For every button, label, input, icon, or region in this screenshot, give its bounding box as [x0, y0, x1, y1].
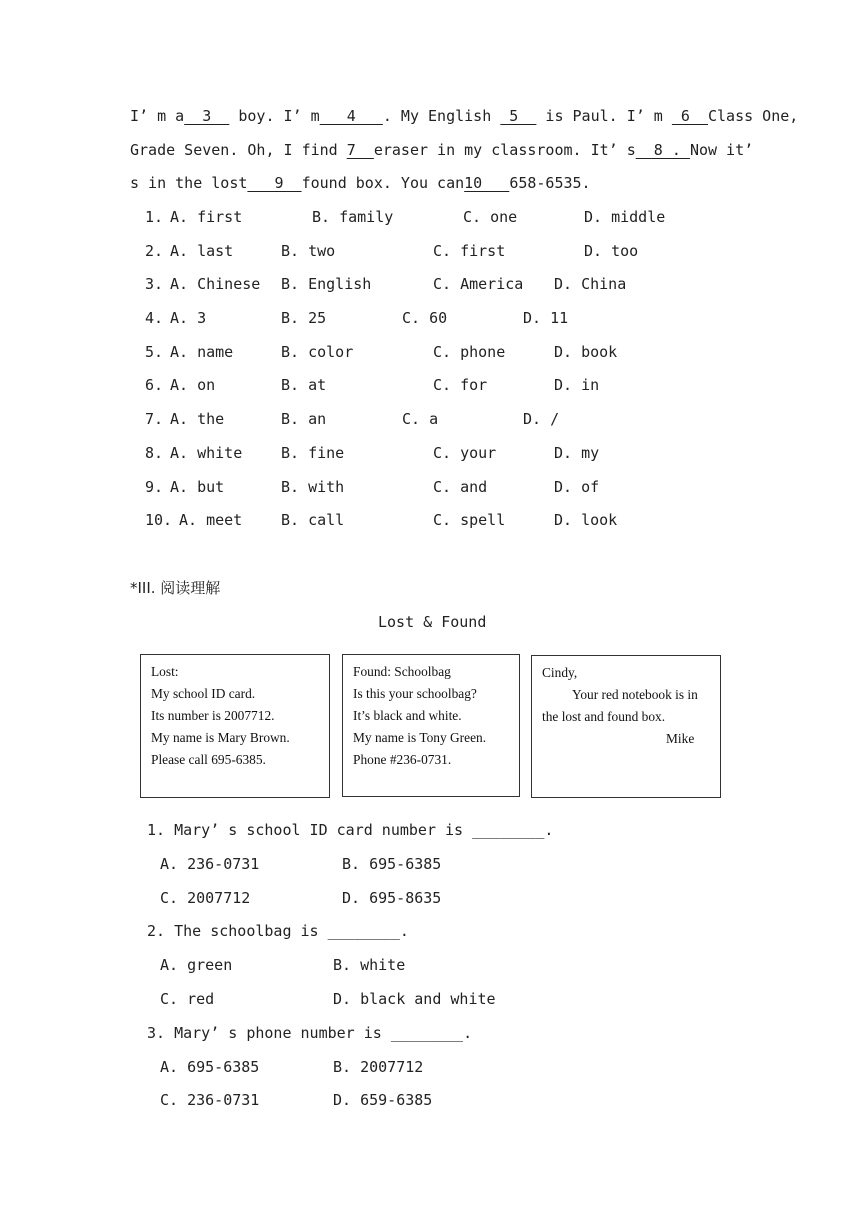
option-d: D. China: [554, 275, 627, 294]
passage-text: Now it’: [689, 140, 754, 159]
option-number: 7.: [145, 410, 164, 429]
blank-4: 4: [319, 107, 383, 125]
option-b: B. 25: [281, 309, 327, 328]
passage-line-3: [130, 169, 730, 203]
option-a: A. but: [170, 477, 225, 496]
cloze-passage: [130, 102, 799, 203]
passage-text: I’ m a: [130, 107, 185, 125]
lost-notice-card: [140, 654, 330, 798]
blank-7: 7: [346, 140, 374, 159]
question-options: [147, 1053, 747, 1087]
option-c: C. first: [433, 241, 506, 260]
option-b: B. 2007712: [333, 1057, 424, 1076]
option-b: B. fine: [281, 443, 345, 462]
card-signature: Mike: [666, 731, 695, 746]
option-d: D. too: [584, 241, 639, 260]
option-b: B. color: [281, 342, 354, 361]
card-line: Is this your schoolbag?: [353, 686, 477, 701]
option-a: A. Chinese: [170, 275, 261, 294]
option-b: B. two: [281, 241, 336, 260]
option-a: A. on: [170, 376, 216, 395]
option-b: B. white: [333, 956, 406, 975]
note-card: [531, 655, 721, 798]
question-options: [147, 1086, 747, 1120]
found-notice-card: [342, 654, 520, 797]
option-number: 5.: [145, 342, 164, 361]
option-row: [145, 371, 745, 405]
option-a: A. green: [160, 956, 233, 975]
option-row: [145, 203, 745, 237]
option-a: A. name: [170, 342, 234, 361]
option-a: A. the: [170, 410, 225, 429]
option-c: C. your: [433, 443, 497, 462]
option-d: D. book: [554, 342, 618, 361]
option-number: 4.: [145, 309, 164, 328]
option-d: D. 659-6385: [333, 1091, 433, 1110]
option-b: B. family: [312, 208, 394, 226]
option-b: B. call: [281, 511, 345, 530]
option-row: [145, 237, 745, 271]
option-number: 8.: [145, 443, 164, 462]
option-c: C. for: [433, 376, 488, 395]
passage-text: s in the lost: [130, 174, 248, 192]
option-number: 9.: [145, 477, 164, 496]
option-c: C. 236-0731: [160, 1091, 260, 1110]
card-line: Your red notebook is in: [572, 687, 698, 702]
question-options: [147, 884, 747, 918]
option-row: [145, 405, 745, 439]
question-options: [147, 985, 747, 1019]
passage-line-2: [130, 136, 754, 170]
passage-text: eraser in my classroom. It’ s: [373, 140, 636, 159]
blank-8: 8 .: [635, 140, 690, 159]
card-line: It’s black and white.: [353, 708, 462, 723]
card-line: My name is Tony Green.: [353, 730, 487, 745]
option-a: A. first: [170, 208, 243, 226]
option-row: [145, 304, 745, 338]
card-line: Phone #236-0731.: [353, 752, 452, 767]
option-c: C. a: [402, 410, 439, 429]
passage-text: is Paul. I’ m: [536, 107, 672, 125]
option-b: B. with: [281, 477, 345, 496]
option-row: [145, 473, 745, 507]
option-row: [145, 338, 745, 372]
reading-title: Lost & Found: [378, 613, 487, 631]
card-line: Cindy,: [542, 665, 578, 680]
option-number: 1.: [145, 208, 164, 226]
option-b: B. at: [281, 376, 327, 395]
passage-text: found box. You can: [301, 174, 465, 192]
card-line: My school ID card.: [151, 686, 256, 701]
option-c: C. red: [160, 989, 215, 1008]
option-d: D. black and white: [333, 989, 496, 1008]
option-c: C. phone: [433, 342, 506, 361]
card-line: Its number is 2007712.: [151, 708, 275, 723]
option-number: 2.: [145, 241, 164, 260]
question-stem: [147, 816, 747, 850]
question-text: 2. The schoolbag is ________.: [147, 922, 409, 941]
option-d: D. 695-8635: [342, 888, 442, 907]
option-row: [145, 439, 745, 473]
card-line: the lost and found box.: [542, 709, 666, 724]
passage-text: boy. I’ m: [229, 107, 320, 125]
option-c: C. one: [463, 208, 518, 226]
option-d: D. /: [523, 410, 560, 429]
option-number: 6.: [145, 376, 164, 395]
option-a: A. white: [170, 443, 243, 462]
cloze-options: [145, 203, 745, 540]
blank-10: 10: [464, 174, 510, 192]
question-options: [147, 951, 747, 985]
blank-6: 6: [671, 107, 708, 125]
option-d: D. of: [554, 477, 600, 496]
card-line: Lost:: [151, 664, 179, 679]
question-stem: [147, 917, 747, 951]
section-heading: *III. 阅读理解: [130, 579, 221, 597]
passage-text: Grade Seven. Oh, I find: [130, 140, 347, 159]
question-stem: [147, 1019, 747, 1053]
option-a: A. 236-0731: [160, 854, 260, 873]
blank-5: 5: [500, 107, 537, 125]
blank-9: 9: [247, 174, 302, 192]
option-b: B. 695-6385: [342, 854, 442, 873]
card-line: My name is Mary Brown.: [151, 730, 290, 745]
option-a: A. 695-6385: [160, 1057, 260, 1076]
passage-line-1: [130, 102, 799, 136]
reading-questions: [147, 816, 747, 1120]
question-text: 3. Mary’ s phone number is ________.: [147, 1023, 473, 1042]
option-a: A. 3: [170, 309, 207, 328]
option-a: A. meet: [179, 511, 243, 530]
option-c: C. America: [433, 275, 524, 294]
option-d: D. 11: [523, 309, 569, 328]
passage-text: . My English: [382, 107, 501, 125]
option-number: 10.: [145, 511, 173, 530]
option-a: A. last: [170, 241, 234, 260]
option-row: [145, 506, 745, 540]
card-line: Please call 695-6385.: [151, 752, 266, 767]
passage-text: 658-6535.: [509, 174, 591, 192]
option-d: D. in: [554, 376, 600, 395]
option-b: B. English: [281, 275, 372, 294]
option-d: D. my: [554, 443, 600, 462]
option-row: [145, 270, 745, 304]
option-c: C. 2007712: [160, 888, 251, 907]
option-d: D. middle: [584, 208, 666, 226]
passage-text: Class One,: [708, 107, 799, 125]
option-d: D. look: [554, 511, 618, 530]
question-options: [147, 850, 747, 884]
option-c: C. and: [433, 477, 488, 496]
option-number: 3.: [145, 275, 164, 294]
option-c: C. 60: [402, 309, 448, 328]
option-b: B. an: [281, 410, 327, 429]
option-c: C. spell: [433, 511, 506, 530]
card-line: Found: Schoolbag: [353, 664, 451, 679]
question-text: 1. Mary’ s school ID card number is ________.: [147, 821, 554, 839]
blank-3: 3: [184, 107, 230, 125]
